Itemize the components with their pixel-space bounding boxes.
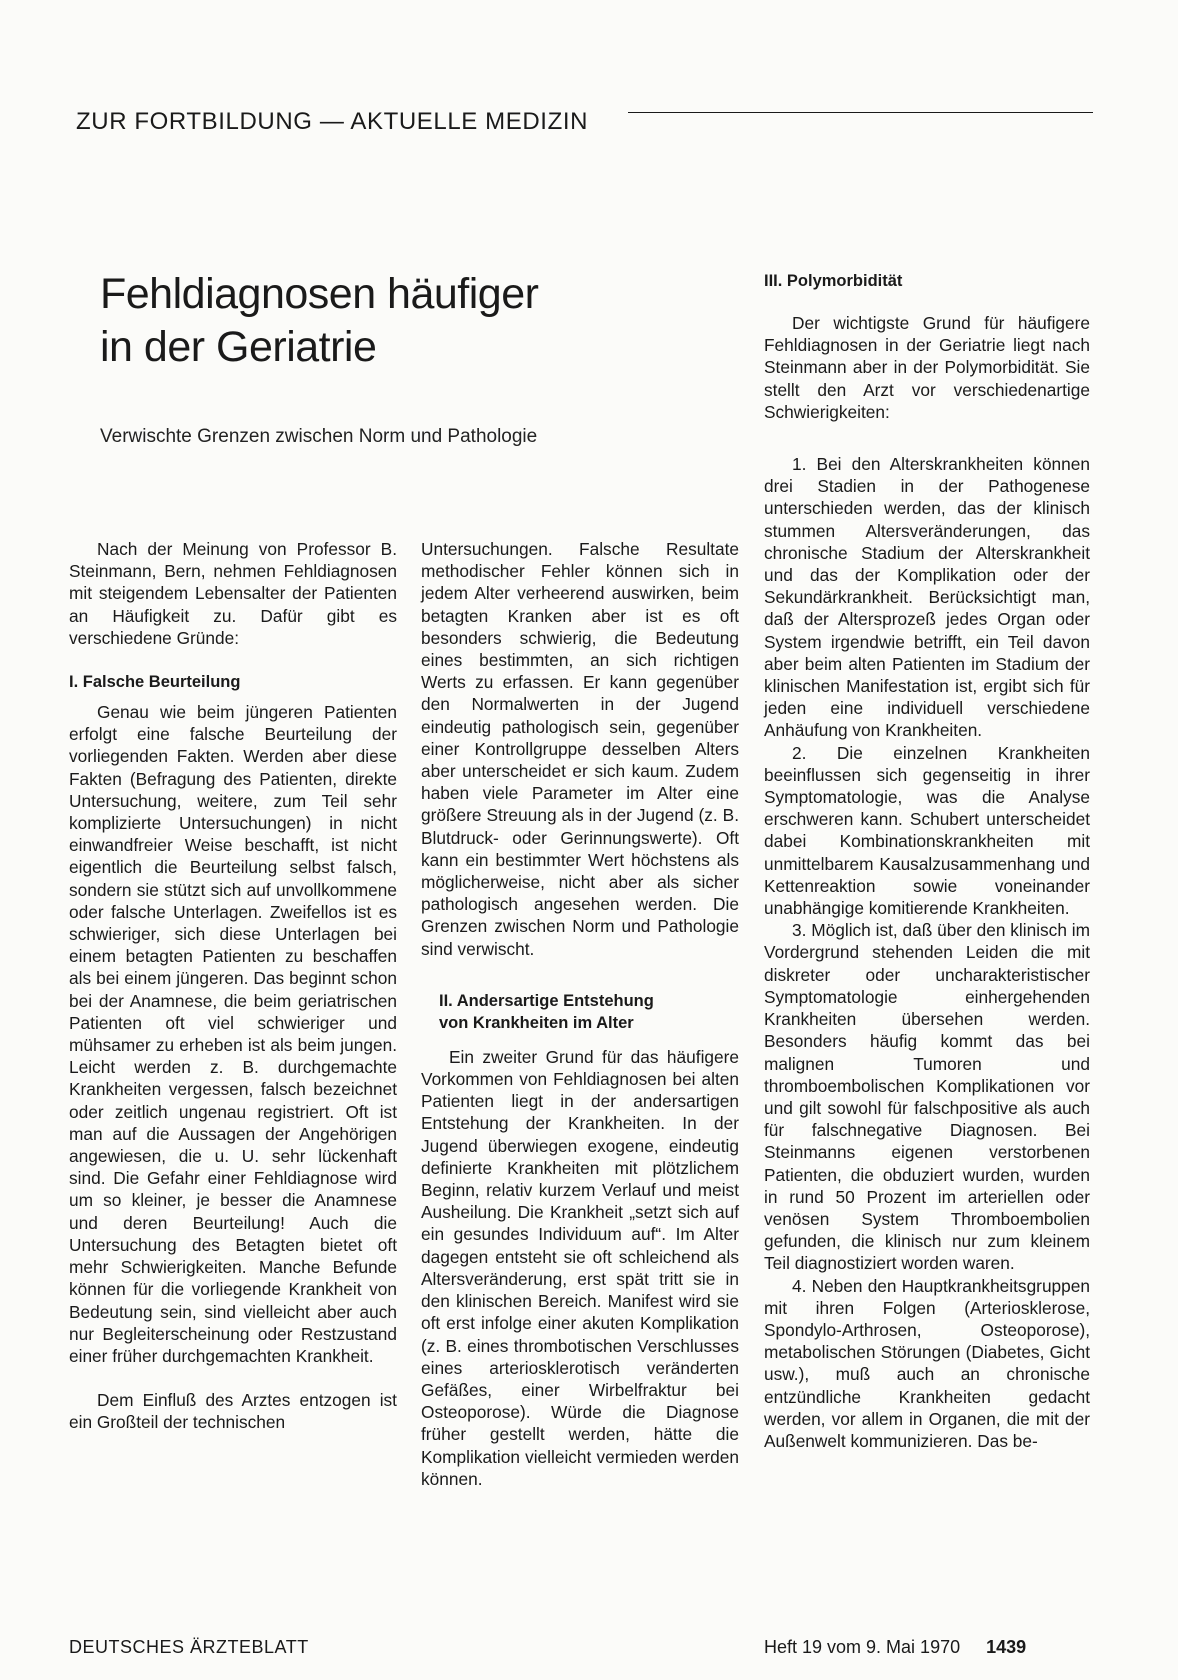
section-heading-2 bbox=[439, 990, 739, 1034]
list-item: 4. Neben den Hauptkrankheitsgruppen mit ihren Folgen (Arteriosklerose, Spondylo-Arthrosen, Osteoporose), metabolischen Störungen (Diabetes, Gicht usw.), muß auch an chronische entzündliche Krankheiten gedacht werden, vor allem in Organen, die mit der Außenwelt kommunizieren. Das be- bbox=[764, 1275, 1090, 1451]
intro-paragraph: Nach der Meinung von Professor B. Steinmann, Bern, nehmen Fehldiagnosen mit steigendem Lebensalter der Patienten an Häufigkeit zu. Dafür gibt es verschiedene Gründe: bbox=[69, 539, 397, 648]
title-line-2: in der Geriatrie bbox=[100, 323, 377, 371]
footer-journal: DEUTSCHES ÄRZTEBLATT bbox=[69, 1637, 309, 1657]
section-heading-1: I. Falsche Beurteilung bbox=[69, 673, 241, 692]
paragraph: Untersuchungen. Falsche Resultate methodischer Fehler können sich in jedem Alter verheerend auswirken, beim betagten Kranken aber ist es oft besonders schwierig, die Bedeutung eines bestimmten, an sich richtigen Werts zu erfassen. Er kann gegenüber den Normalwerten in der Jugend eindeutig pathologisch sein, gegenüber einer Kontrollgruppe desselben Alters aber unterscheidet er sich kaum. Zudem haben viele Parameter im Alter eine größere Streuung als in der Jugend (z. B. Blutdruck- oder Gerinnungswerte). Oft kann ein bestimmter Wert höchstens als möglicherweise, nicht aber als sicher pathologisch angesehen werden. Die Grenzen zwischen Norm und Pathologie sind verwischt. bbox=[421, 539, 739, 959]
paragraph: Dem Einfluß des Arztes entzogen ist ein Großteil der technischen bbox=[69, 1390, 397, 1433]
heading-line: II. Andersartige Entstehung bbox=[439, 991, 654, 1010]
list-item: 1. Bei den Alterskrankheiten können drei Stadien in der Pathogenese unterschieden werden, das der klinisch stummen Altersveränderungen, das chronische Stadium der Alterskrankheit und das der Komplikation oder der Sekundärkrankheit. Berücksichtigt man, daß der Altersprozeß jedes Organ oder System irgendwie betrifft, ein Teil davon aber beim alten Patienten im Stadium der klinischen Manifestation ist, ergibt sich für jeden eine individuell verschiedene Anhäufung von Krankheiten. bbox=[764, 454, 1090, 741]
title-line-1: Fehldiagnosen häufiger bbox=[100, 270, 539, 318]
column-1 bbox=[69, 538, 397, 1434]
column-2 bbox=[421, 538, 739, 1490]
paragraph: Der wichtigste Grund für häufigere Fehldiagnosen in der Geriatrie liegt nach Steinmann aber in der Polymorbidität. Sie stellt den Arzt vor verschiedenartige Schwierigkeiten: bbox=[764, 313, 1090, 422]
list-item: 3. Möglich ist, daß über den klinisch im Vordergrund stehenden Leiden die mit diskreter oder uncharakteristischer Symptomatologie einhergehenden Krankheiten übersehen werden. Besonders häufig kommt das bei malignen Tumoren und thromboembolischen Komplikationen vor und gilt sowohl für falschpositive als auch für falschnegative Diagnosen. Bei Steinmanns eigenen verstorbenen Patienten, die obduziert wurden, wurden in rund 50 Prozent im arteriellen oder venösen System Thromboembolien gefunden, die klinisch nur zum kleinem Teil diagnostiziert worden waren. bbox=[764, 920, 1090, 1274]
paragraph: Genau wie beim jüngeren Patienten erfolgt eine falsche Beurteilung der vorliegenden Fakten. Werden aber diese Fakten (Befragung des Patienten, direkte Untersuchung, weitere, zum Teil sehr komplizierte Untersuchungen) in nicht einwandfreier Weise beschafft, ist nicht eigentlich die Beurteilung selbst falsch, sondern sie stützt sich auf unvollkommene oder falsche Unterlagen. Zweifellos ist es schwieriger, sich diese Unterlagen bei einem betagten Patienten zu beschaffen als bei einem jüngeren. Das beginnt schon bei der Anamnese, die beim geriatrischen Patienten oft viel schwieriger und mühsamer zu erheben ist als beim jungen. Leicht werden z. B. durchgemachte Krankheiten vergessen, falsch bezeichnet oder zeitlich ungenau registriert. Oft ist man auf die Aussagen der Angehörigen angewiesen, die u. U. sehr lückenhaft sind. Die Gefahr einer Fehldiagnose wird um so kleiner, je besser die Anamnese und deren Beurteilung! Auch die Untersuchung des Betagten bietet oft mehr Schwierigkeiten. Manche Befunde können für die vorliegende Krankheit von Bedeutung sein, sind vielleicht aber auch nur Begleiterscheinung oder Restzustand einer früher durchgemachten Krankheit. bbox=[69, 702, 397, 1366]
heading-line: von Krankheiten im Alter bbox=[439, 1013, 634, 1032]
column-3 bbox=[764, 270, 1090, 1452]
article-title bbox=[100, 268, 660, 374]
paragraph: Ein zweiter Grund für das häufigere Vorkommen von Fehldiagnosen bei alten Patienten liegt in der andersartigen Entstehung der Krankheiten. In der Jugend überwiegen exogene, eindeutig definierte Krankheiten mit plötzlichem Beginn, relativ kurzem Verlauf und meist Ausheilung. Die Krankheit „setzt sich auf ein gesundes Individuum auf“. Im Alter dagegen entsteht sie oft schleichend als Altersveränderung, erst spät tritt sie in den klinischen Bereich. Manifest wird sie oft erst infolge einer akuten Komplikation (z. B. eines thrombotischen Verschlusses eines arteriosklerotisch veränderten Gefäßes, einer Wirbelfraktur bei Osteoporose). Würde die Diagnose früher gestellt werden, hätte die Komplikation vielleicht vermieden werden können. bbox=[421, 1046, 739, 1489]
section-heading-3: III. Polymorbidität bbox=[764, 272, 903, 290]
footer-issue-info bbox=[764, 1637, 1026, 1658]
section-header: ZUR FORTBILDUNG — AKTUELLE MEDIZIN bbox=[76, 108, 589, 135]
article-subtitle: Verwischte Grenzen zwischen Norm und Pathologie bbox=[100, 426, 538, 447]
footer-issue: Heft 19 vom 9. Mai 1970 bbox=[764, 1637, 961, 1657]
header-rule bbox=[628, 112, 1093, 113]
list-item: 2. Die einzelnen Krankheiten beeinflussen sich gegenseitig in ihrer Symptomatologie, was die Analyse erschweren kann. Schubert unterscheidet dabei Kombinationskrankheiten mit unmittelbarem Kausalzusammenhang und Kettenreaktion sowie voneinander unabhängige komitierende Krankheiten. bbox=[764, 742, 1090, 919]
page-number: 1439 bbox=[986, 1637, 1027, 1657]
